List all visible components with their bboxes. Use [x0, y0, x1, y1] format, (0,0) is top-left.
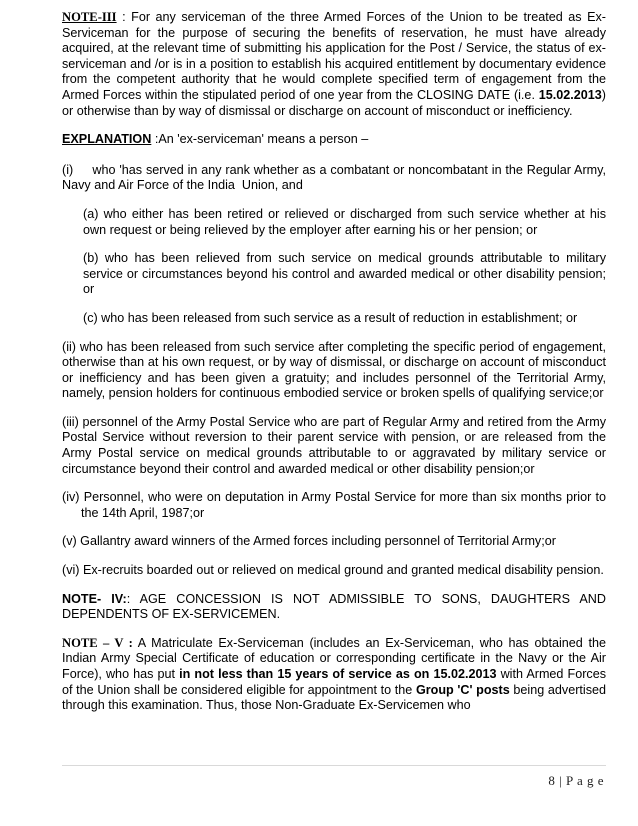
note-v-text-3: being advertised through this examination. Thus, those Non-Graduate Ex-Servicemen who [62, 682, 606, 713]
note-iii-closing-date: 15.02.2013 [538, 87, 602, 102]
note-v-label: NOTE – V : [62, 635, 133, 650]
note-v-text-1: A Matriculate Ex-Serviceman (includes an Ex-Serviceman, who has obtained the Indian Army Special Certificate of education or corresponding certificate in the Navy or the Air Force), who has put [62, 635, 606, 681]
note-iii [62, 10, 606, 119]
page-content [62, 10, 610, 714]
clause-iv: (iv) Personnel, who were on deputation in Army Postal Service for more than six months prior to the 14th April, 1987;or [62, 490, 606, 520]
page-number-separator: | [555, 773, 566, 788]
footer-divider [62, 765, 606, 766]
clause-iii: (iii) personnel of the Army Postal Service who are part of Regular Army and retired from the Army Postal Service without reversion to their parent service with pension, or are released from the Army Postal service on medical grounds attributable to or aggravated by military service or circumstance beyond their control and awarded medical or other disability pension;or [62, 414, 606, 476]
note-iii-sep: : [116, 10, 132, 24]
page-footer [548, 773, 604, 789]
clause-b: (b) who has been relieved from such service on medical grounds attributable to military service or circumstances beyond his control and awarded medical or other disability pension; or [83, 251, 606, 297]
note-iii-body-1: For any serviceman of the three Armed Forces of the Union to be treated as Ex-Serviceman for the purpose of securing the benefits of reservation, he must have already acquired, at the relevant time of submitting his application for the Post / Service, the status of ex-serviceman and /or is in a position to establish his acquired entitlement by documentary evidence from the competent authority that he would complete specified term of engagement from the Armed Forces within the stipulated period of one year from the CLOSING DATE (i.e. [62, 10, 606, 102]
note-iii-body-2: ) or otherwise than by way of dismissal or discharge on account of misconduct or inefficiency. [62, 87, 606, 118]
explanation-label: EXPLANATION [62, 132, 152, 147]
note-iii-label: NOTE-III [62, 10, 117, 24]
page-label: P a g e [565, 773, 604, 788]
clause-vi: (vi) Ex-recruits boarded out or relieved on medical ground and granted medical disability pension. [62, 563, 604, 578]
clause-v: (v) Gallantry award winners of the Armed forces including personnel of Territorial Army;or [62, 534, 556, 549]
note-v-text-2: with Armed Forces of the Union shall be considered eligible for appointment to the [62, 667, 607, 697]
note-v [62, 636, 606, 714]
note-iv [62, 592, 606, 623]
note-v-group-c-posts: Group 'C' posts [415, 682, 510, 697]
page-number: 8 [548, 773, 556, 788]
clause-i: (i) who 'has served in any rank whether as a combatant or noncombatant in the Regular Army, Navy and Air Force of the India Union, and [62, 162, 610, 193]
note-iv-text: : AGE CONCESSION IS NOT ADMISSIBLE TO SONS, DAUGHTERS AND DEPENDENTS OF EX-SERVICEMEN. [62, 591, 606, 622]
clause-ii: (ii) who has been released from such service after completing the specific period of engagement, otherwise than at his own request, or by way of dismissal, or discharge on account of misconduct or inefficiency and has been given a gratuity; and includes personnel of the Territorial Army, namely, pension holders for continuous embodied service or broken spells of qualifying service;or [62, 339, 606, 401]
note-v-service-requirement: in not less than 15 years of service as on 15.02.2013 [179, 667, 497, 681]
note-iv-label: NOTE- IV: [62, 591, 127, 606]
explanation [62, 132, 606, 148]
clause-c: (c) who has been released from such service as a result of reduction in establishment; or [83, 310, 578, 325]
explanation-text: :An 'ex-serviceman' means a person – [151, 132, 369, 147]
clause-a: (a) who either has been retired or relieved or discharged from such service whether at his own request or being relieved by the employer after earning his or her pension; or [83, 206, 606, 237]
